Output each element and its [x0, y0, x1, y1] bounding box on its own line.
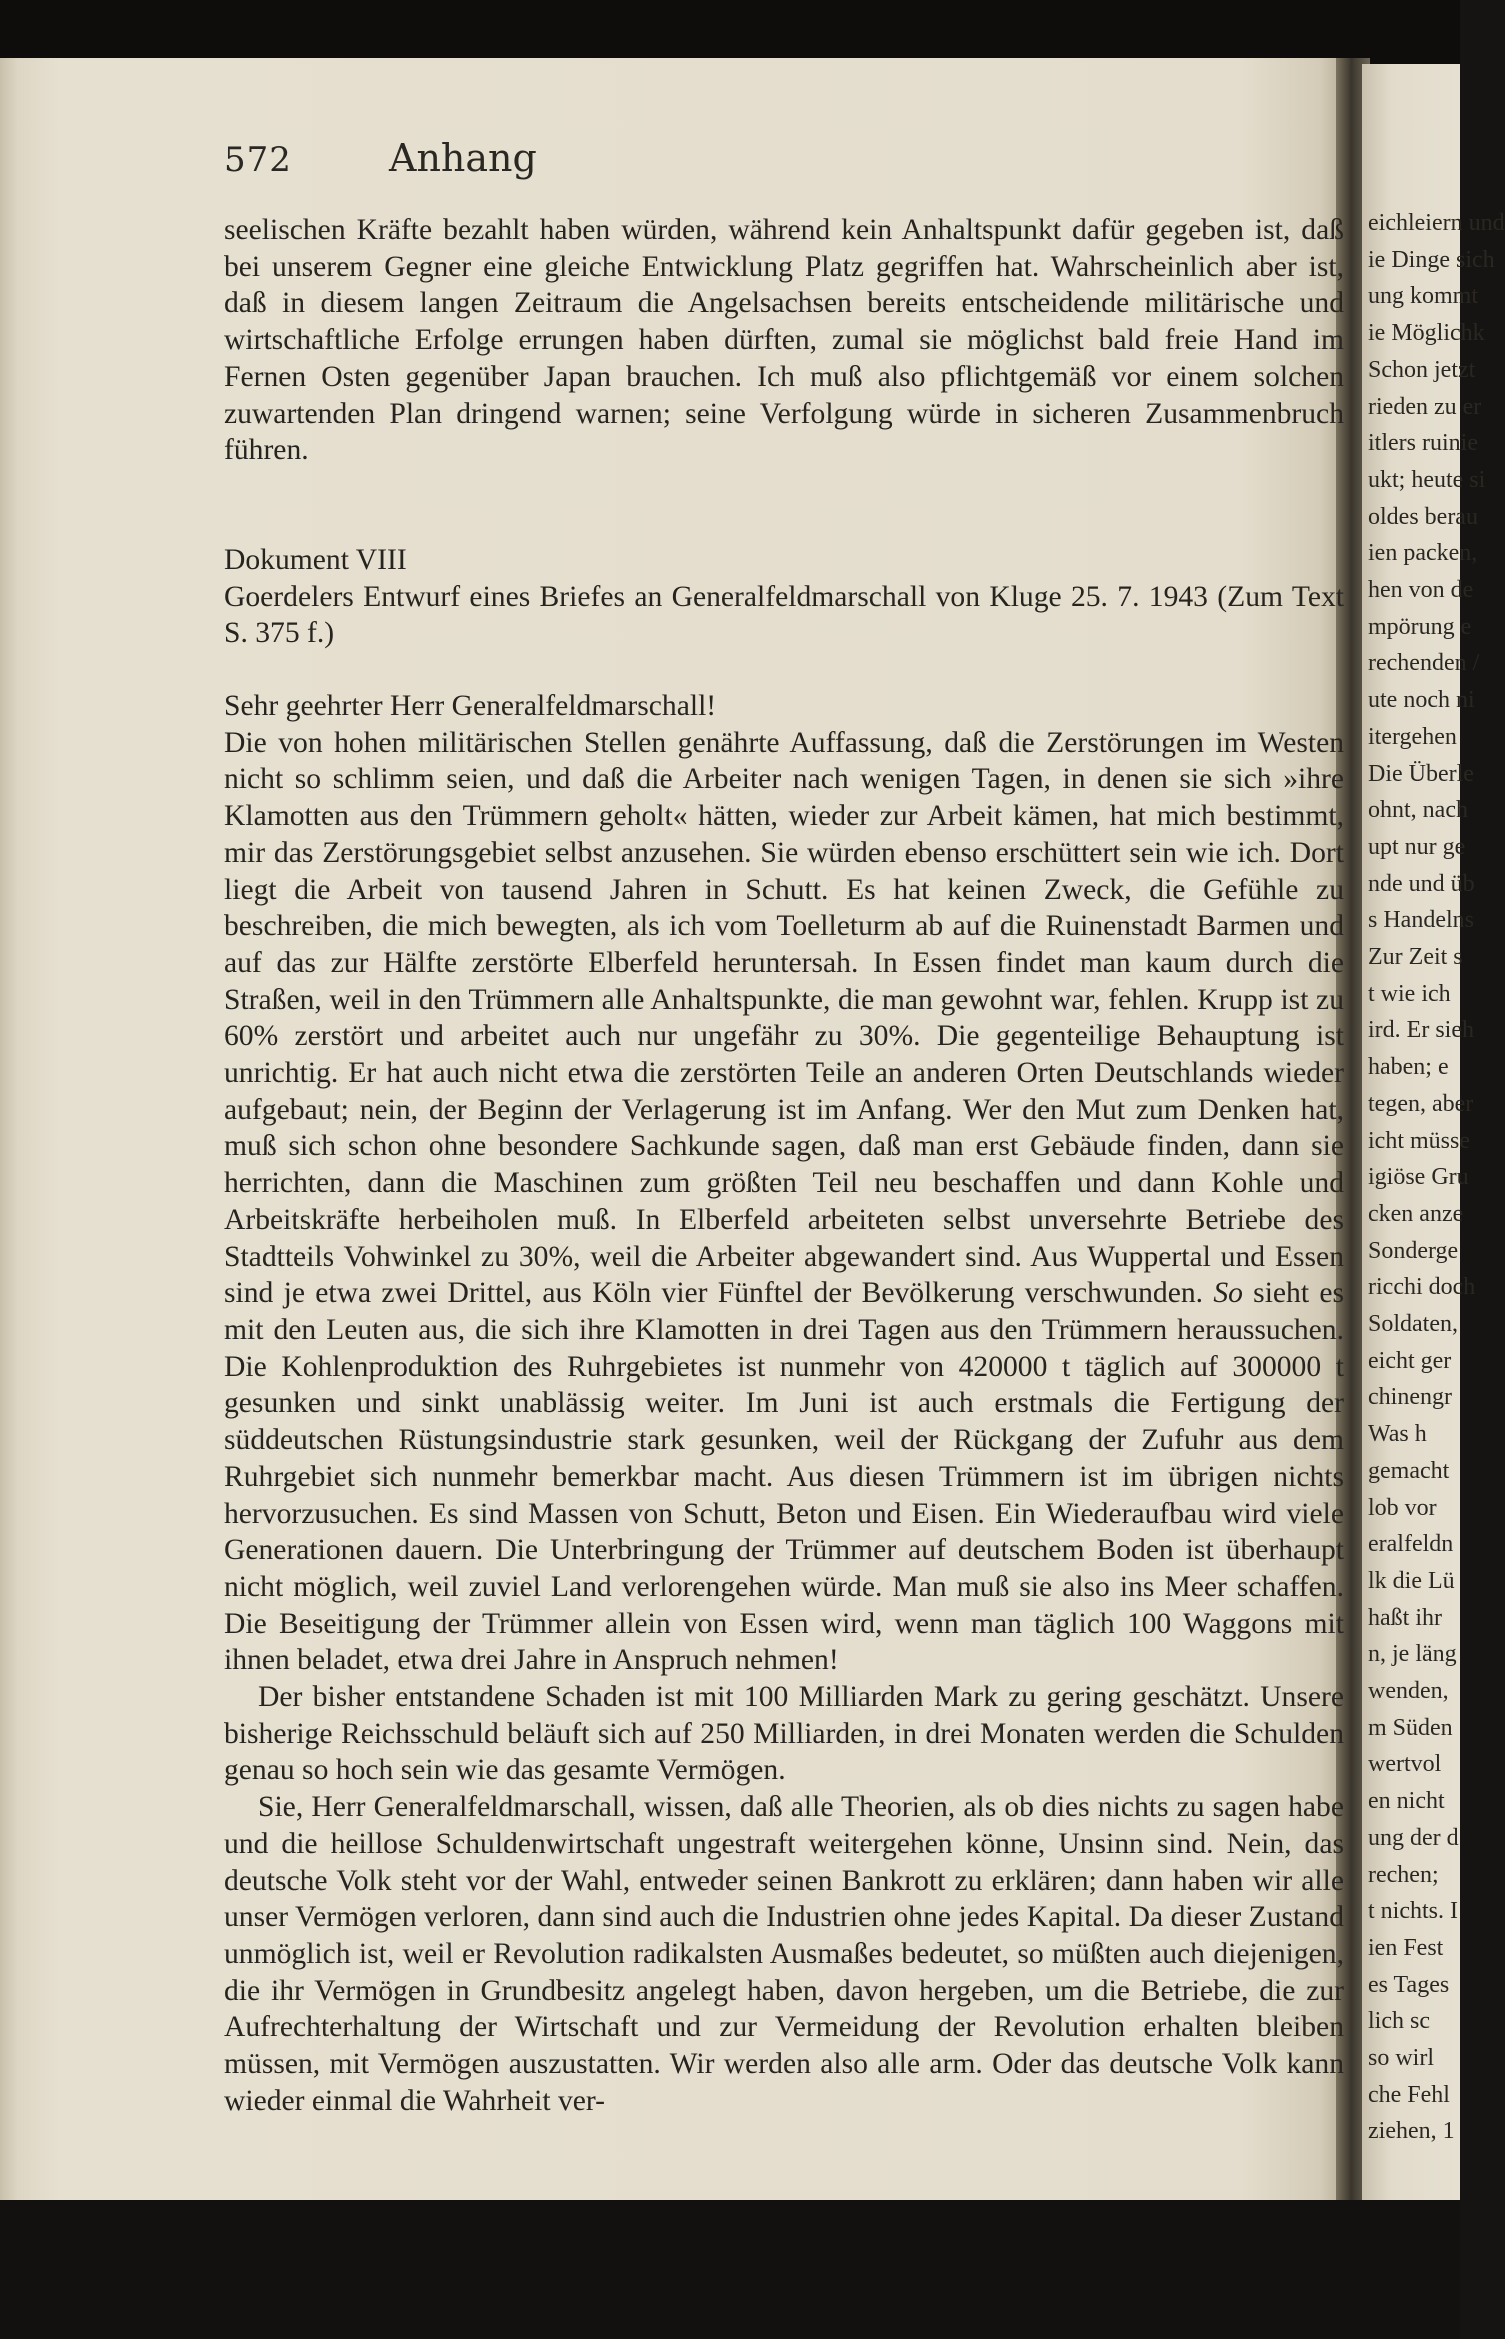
facing-page-line: chinengr: [1368, 1384, 1452, 1411]
facing-page-line: tegen, aber: [1368, 1090, 1474, 1117]
facing-page-line: ute noch ni: [1368, 687, 1475, 714]
facing-page-line: Die Überle: [1368, 760, 1474, 787]
salutation-gap: [224, 652, 1344, 688]
facing-page-line: itlers ruinie: [1368, 430, 1478, 457]
facing-page-line: s Handelns: [1368, 907, 1474, 934]
facing-page-line: ziehen, 1: [1368, 2118, 1455, 2145]
facing-page-line: rechenden /: [1368, 650, 1480, 677]
facing-page-line: haben; e: [1368, 1054, 1449, 1081]
facing-page-line: Zur Zeit s: [1368, 944, 1463, 970]
facing-page-line: es Tages: [1368, 1971, 1450, 1998]
facing-page-line: igiöse Gru: [1368, 1164, 1469, 1191]
running-head: Anhang: [389, 136, 537, 180]
facing-page-line: hen von de: [1368, 577, 1474, 603]
facing-page-line: upt nur ge: [1368, 833, 1466, 860]
facing-page-line: nde und üb: [1368, 870, 1475, 897]
opening-paragraph: seelischen Kräfte bezahlt haben würden, während kein Anhaltspunkt dafür gegeben ist, daß bei unserem Gegner eine gleiche Entwicklung Platz gegriffen hat. Wahrscheinlich aber ist, daß in diesem langen Zeitraum die Angelsachsen bereits entscheidende militärische und wirtschaftliche Erfolge errungen haben dürften, zumal sie möglichst bald freie Hand im Fernen Osten gegenüber Japan brauchen. Ich muß also pflichtgemäß vor einem solchen zuwartenden Plan dringend warnen; seine Verfolgung würde in sicheren Zusammenbruch führen.: [224, 214, 1344, 467]
facing-page-line: Sonderge: [1368, 1237, 1459, 1264]
facing-page-line: ohnt, nach: [1368, 797, 1468, 824]
facing-page-line: ie Möglichk: [1368, 320, 1485, 347]
facing-page-line: t nichts. I: [1368, 1898, 1458, 1925]
facing-page-line: ien packen,: [1368, 540, 1478, 567]
letter-body-part1: Die von hohen militärischen Stellen genährte Auffassung, daß die Zerstörungen im Westen nicht so schlimm seien, und daß die Arbeiter nach wenigen Tagen, in denen sie sich »ihre Klamotten aus den Trümmern geholt« hätten, wieder zur Arbeit kämen, hat mich bestimmt, mir das Zerstörungsgebiet selbst anzusehen. Sie würden ebenso erschüttert sein wie ich. Dort liegt die Arbeit von tausend Jahren in Schutt. Es hat keinen Zweck, die Gefühle zu beschreiben, die mich bewegten, als ich vom Toelleturm ab auf die Ruinenstadt Barmen und auf das zur Hälfte zerstörte Elberfeld heruntersah. In Essen findet man kaum durch die Straßen, weil in den Trümmern alle Anhaltspunkte, die man gewohnt war, fehlen. Krupp ist zu 60% zerstört und arbeitet auch nur ungefähr zu 30%. Die gegenteilige Behauptung ist unrichtig. Er hat auch nicht etwa die zerstörten Teile an anderen Orten Deutschlands wieder aufgebaut; nein, der Beginn der Verlagerung ist im Anfang. Wer den Mut zum Denken hat, muß sich schon ohne besondere Sachkunde sagen, daß man erst Gebäude finden, dann sie herrichten, dann die Maschinen zum größten Teil neu beschaffen und dann Kohle und Arbeitskräfte herbeiholen muß. In Elberfeld arbeiteten selbst unversehrte Betriebe des Stadtteils Vohwinkel zu 30%, weil die Arbeiter abgewandert sind. Aus Wuppertal und Essen sind je etwa zwei Drittel, aus Köln vier Fünftel der Bevölkerung verschwunden.: [224, 726, 1344, 1310]
facing-page-line: Soldaten,: [1368, 1311, 1458, 1337]
facing-page-line: lob vor: [1368, 1494, 1437, 1521]
letter-body: [224, 725, 1344, 1679]
letter-body-emphasis: So: [1213, 1277, 1243, 1310]
facing-page-line: n, je läng: [1368, 1641, 1457, 1668]
facing-page-line: haßt ihr: [1368, 1604, 1442, 1631]
facing-page-line: wenden,: [1368, 1678, 1449, 1704]
facing-page-line: so wirl: [1368, 2045, 1434, 2071]
facing-page-line: lk die Lü: [1368, 1567, 1455, 1594]
facing-page-line: cken anze: [1368, 1200, 1464, 1227]
facing-page-line: ie Dinge sich: [1368, 246, 1495, 273]
facing-page-line: eicht ger: [1368, 1347, 1452, 1374]
facing-page-line: rieden zu er: [1368, 393, 1482, 420]
facing-page-line: itergehen: [1368, 723, 1457, 750]
facing-page-line: eichleiern und: [1368, 210, 1505, 236]
letter-body-part2: sieht es mit den Leuten aus, die sich ihre Klamotten in drei Tagen aus den Trümmern heraussuchen. Die Kohlenproduktion des Ruhrgebietes ist nunmehr von 420000 t täglich auf 300000 t gesunken und sinkt unablässig weiter. Im Juni ist auch erstmals die Fertigung der süddeutschen Rüstungsindustrie stark gesunken, weil der Rückgang der Zufuhr aus dem Ruhrgebiet sich nunmehr bemerkbar macht. Aus diesen Trümmern ist im übrigen nichts hervorzusuchen. Es sind Massen von Schutt, Beton und Eisen. Ein Wiederaufbau wird viele Generationen dauern. Die Unterbringung der Trümmer auf deutschem Boden ist überhaupt nicht möglich, weil zuviel Land verlorengehen würde. Man muß sie also ins Meer schaffen. Die Beseitigung der Trümmer allein von Essen wird, wenn man täglich 100 Waggons mit ihnen beladet, etwa drei Jahre in Anspruch nehmen!: [224, 1277, 1344, 1677]
facing-page-line: mpörung e: [1368, 613, 1472, 640]
document-subtitle: Goerdelers Entwurf eines Briefes an Generalfeldmarschall von Kluge 25. 7. 1943 (Zum Text S. 375 f.): [224, 580, 1344, 650]
facing-page-line: ien Fest: [1368, 1934, 1444, 1961]
facing-page-line: ird. Er sieh: [1368, 1017, 1474, 1044]
facing-page-line: ricchi doch: [1368, 1274, 1476, 1301]
bottom-background: [0, 2200, 1460, 2339]
facing-page-line: che Fehl: [1368, 2081, 1450, 2108]
facing-page-line: t wie ich: [1368, 980, 1451, 1007]
facing-page-line: m Süden: [1368, 1714, 1453, 1741]
facing-page-line: icht müsse: [1368, 1127, 1470, 1154]
facing-page-line: en nicht: [1368, 1788, 1445, 1815]
facing-page-line: ung kommt: [1368, 283, 1479, 310]
document-heading: Dokument VIII: [224, 543, 407, 576]
facing-page-line: Was h: [1368, 1421, 1427, 1448]
facing-page-line: wertvol: [1368, 1751, 1442, 1778]
page-number: 572: [224, 140, 292, 180]
facing-page-line: ukt; heute si: [1368, 466, 1486, 493]
facing-page: [1362, 64, 1505, 2204]
facing-page-line: gemacht: [1368, 1457, 1450, 1484]
section-gap: [224, 469, 1344, 542]
paragraph-damage: Der bisher entstandene Schaden ist mit 100 Milliarden Mark zu gering geschätzt. Unsere bisherige Reichsschuld beläuft sich auf 250 Milliarden, in drei Monaten werden die Schulden genau so hoch sein wie das gesamte Vermögen.: [224, 1681, 1344, 1787]
facing-page-line: lich sc: [1368, 2008, 1430, 2035]
facing-page-line: ung der d: [1368, 1824, 1459, 1851]
salutation: Sehr geehrter Herr Generalfeldmarschall!: [224, 690, 717, 723]
facing-page-line: oldes berau: [1368, 503, 1478, 530]
main-text: [224, 212, 1344, 2119]
paragraph-theories: Sie, Herr Generalfeldmarschall, wissen, daß alle Theorien, als ob dies nichts zu sagen habe und die heillose Schuldenwirtschaft ungestraft weitergehen könne, Unsinn sind. Nein, das deutsche Volk steht vor der Wahl, entweder seinen Bankrott zu erklären; dann haben wir alle unser Vermögen verloren, dann sind auch die Industrien ohne jedes Kapital. Da dieser Zustand unmöglich ist, weil er Revolution radikalsten Ausmaßes bedeutet, so müßten auch diejenigen, die ihr Vermögen in Grundbesitz angelegt haben, davon hergeben, um die Betriebe, die zur Aufrechterhaltung der Wirtschaft und zur Vermeidung der Revolution erhalten bleiben müssen, mit Vermögen auszustatten. Wir werden also alle arm. Oder das deutsche Volk kann wieder einmal die Wahrheit ver-: [224, 1791, 1344, 2117]
facing-page-line: eralfeldn: [1368, 1531, 1454, 1558]
facing-page-line: rechen;: [1368, 1861, 1439, 1888]
facing-page-line: Schon jetzt: [1368, 356, 1476, 383]
